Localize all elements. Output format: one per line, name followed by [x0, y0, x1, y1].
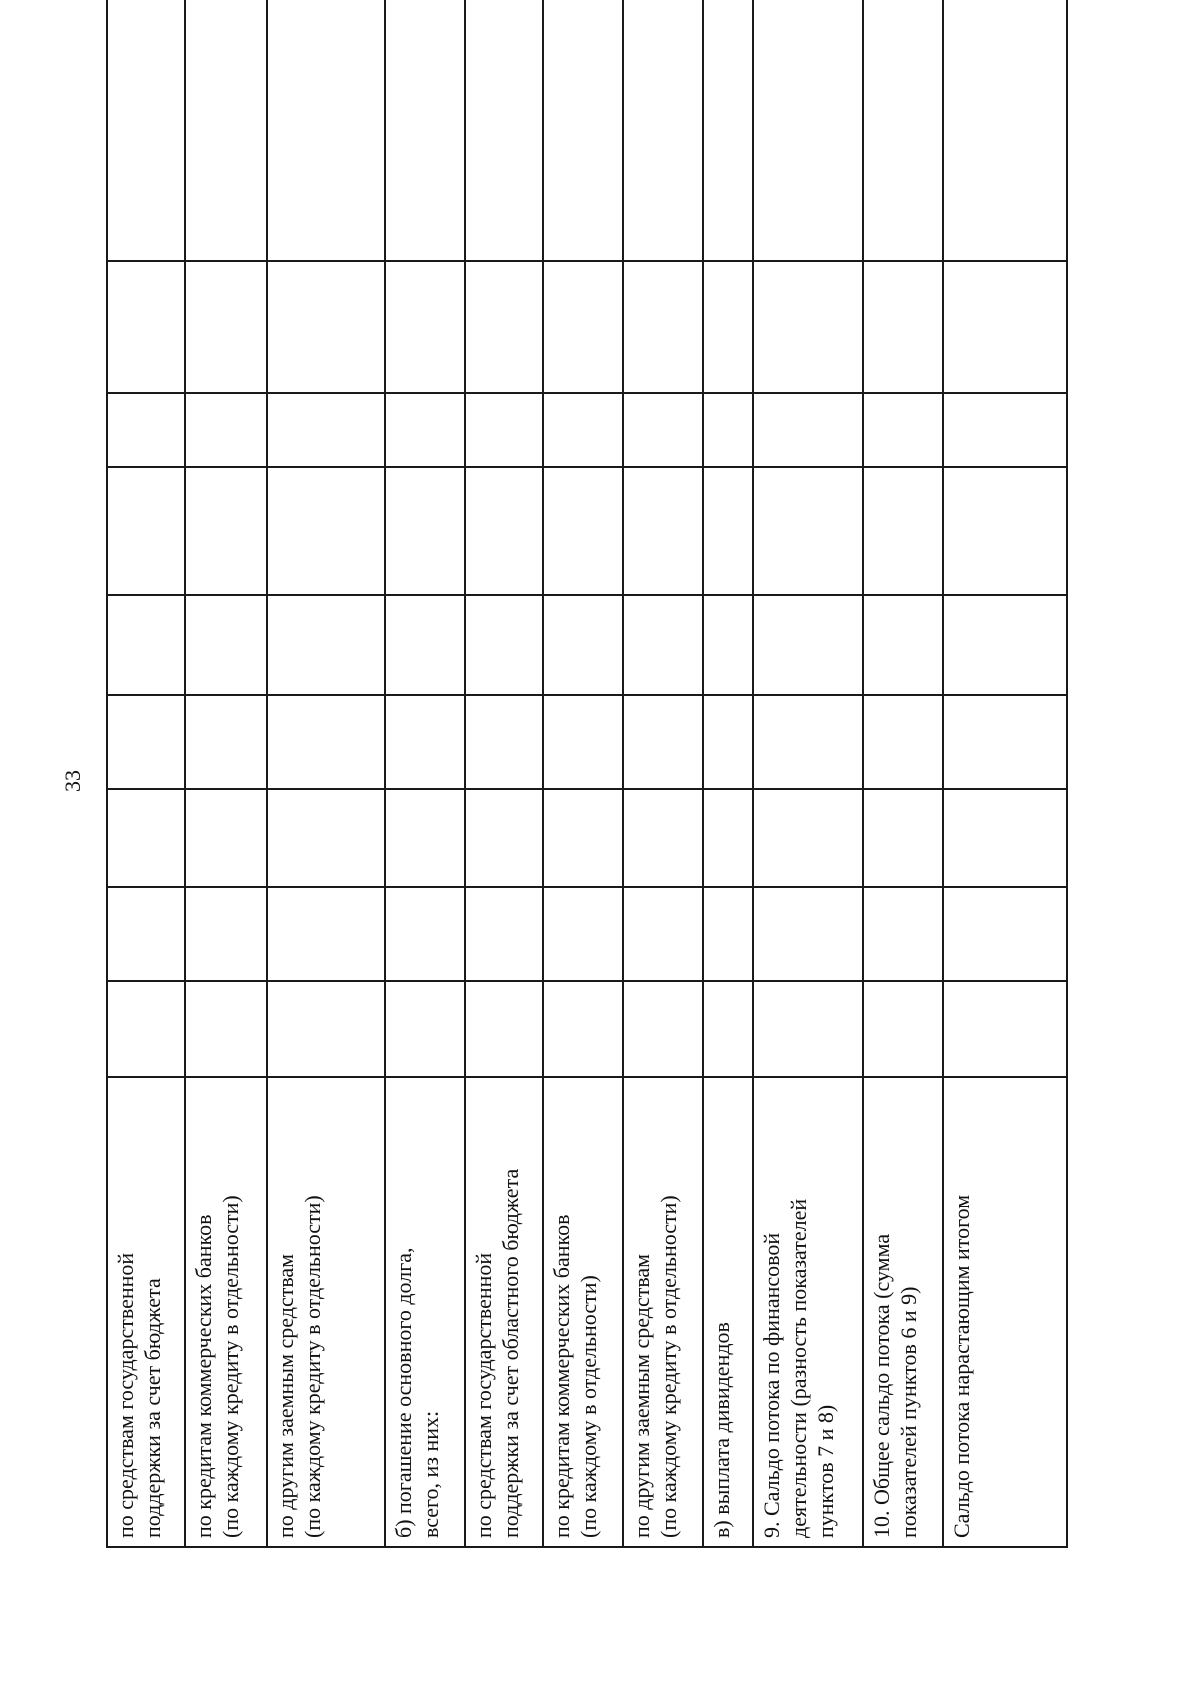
value-cell	[107, 261, 185, 393]
table-row	[623, 0, 703, 1547]
value-cell	[385, 261, 465, 393]
value-cell	[623, 0, 703, 261]
row-label: по другим заемным средствам (по каждому кредиту в отдельности)	[629, 1195, 681, 1538]
row-label-cell	[753, 1077, 863, 1547]
value-cell	[943, 789, 1067, 887]
value-cell	[623, 789, 703, 887]
value-cell	[703, 467, 753, 595]
value-cell	[185, 467, 267, 595]
row-label: 10. Общее сальдо потока (сумма показателей пунктов 6 и 9)	[869, 1233, 921, 1538]
table-row	[107, 0, 185, 1547]
value-cell	[753, 789, 863, 887]
value-cell	[623, 261, 703, 393]
value-cell	[943, 981, 1067, 1077]
table-row	[465, 0, 543, 1547]
value-cell	[753, 695, 863, 789]
value-cell	[943, 467, 1067, 595]
value-cell	[465, 981, 543, 1077]
value-cell	[185, 261, 267, 393]
value-cell	[543, 789, 623, 887]
value-cell	[385, 0, 465, 261]
value-cell	[465, 393, 543, 467]
value-cell	[267, 467, 385, 595]
value-cell	[107, 0, 185, 261]
value-cell	[465, 0, 543, 261]
row-label-cell	[863, 1077, 943, 1547]
value-cell	[107, 393, 185, 467]
row-label: по другим заемным средствам (по каждому кредиту в отдельности)	[273, 1195, 325, 1538]
value-cell	[753, 261, 863, 393]
value-cell	[385, 887, 465, 981]
value-cell	[703, 887, 753, 981]
value-cell	[943, 595, 1067, 695]
table-body	[107, 0, 1067, 1547]
value-cell	[185, 393, 267, 467]
table-row	[267, 0, 385, 1547]
row-label-cell	[267, 1077, 385, 1547]
value-cell	[385, 789, 465, 887]
table-row	[943, 0, 1067, 1547]
value-cell	[543, 887, 623, 981]
value-cell	[543, 595, 623, 695]
value-cell	[753, 0, 863, 261]
value-cell	[107, 595, 185, 695]
value-cell	[623, 695, 703, 789]
row-label-cell	[703, 1077, 753, 1547]
value-cell	[703, 789, 753, 887]
value-cell	[863, 467, 943, 595]
value-cell	[943, 695, 1067, 789]
row-label-cell	[107, 1077, 185, 1547]
value-cell	[703, 595, 753, 695]
table-row	[543, 0, 623, 1547]
value-cell	[267, 789, 385, 887]
table-row	[753, 0, 863, 1547]
value-cell	[267, 981, 385, 1077]
value-cell	[385, 695, 465, 789]
value-cell	[543, 0, 623, 261]
value-cell	[863, 595, 943, 695]
value-cell	[863, 695, 943, 789]
value-cell	[863, 981, 943, 1077]
table-row	[385, 0, 465, 1547]
value-cell	[623, 981, 703, 1077]
table-row	[185, 0, 267, 1547]
value-cell	[943, 393, 1067, 467]
value-cell	[185, 789, 267, 887]
table-wrapper	[106, 48, 1066, 1548]
row-label-cell	[943, 1077, 1067, 1547]
row-label-cell	[623, 1077, 703, 1547]
value-cell	[543, 981, 623, 1077]
value-cell	[465, 789, 543, 887]
table-row	[863, 0, 943, 1547]
row-label-cell	[185, 1077, 267, 1547]
value-cell	[863, 393, 943, 467]
value-cell	[543, 467, 623, 595]
value-cell	[267, 261, 385, 393]
value-cell	[267, 393, 385, 467]
value-cell	[107, 887, 185, 981]
value-cell	[753, 393, 863, 467]
value-cell	[185, 0, 267, 261]
value-cell	[107, 789, 185, 887]
financial-flow-table	[106, 0, 1068, 1548]
value-cell	[703, 261, 753, 393]
value-cell	[943, 0, 1067, 261]
value-cell	[703, 695, 753, 789]
value-cell	[107, 467, 185, 595]
value-cell	[623, 393, 703, 467]
value-cell	[185, 595, 267, 695]
value-cell	[863, 261, 943, 393]
value-cell	[623, 887, 703, 981]
row-label: по средствам государственной поддержки за счет областного бюджета	[471, 1168, 523, 1538]
row-label: по средствам государственной поддержки за счет бюджета	[113, 1252, 165, 1538]
value-cell	[465, 467, 543, 595]
value-cell	[753, 595, 863, 695]
value-cell	[385, 595, 465, 695]
value-cell	[703, 393, 753, 467]
value-cell	[465, 595, 543, 695]
value-cell	[185, 887, 267, 981]
value-cell	[385, 981, 465, 1077]
row-label: в) выплата дивидендов	[709, 1322, 734, 1538]
value-cell	[863, 0, 943, 261]
value-cell	[543, 695, 623, 789]
value-cell	[465, 695, 543, 789]
value-cell	[385, 467, 465, 595]
row-label: по кредитам коммерческих банков (по каждому в отдельности)	[549, 1214, 601, 1538]
value-cell	[267, 695, 385, 789]
value-cell	[753, 887, 863, 981]
page-number: 33	[60, 770, 85, 792]
row-label: 9. Сальдо потока по финансовой деятельности (разность показателей пунктов 7 и 8)	[759, 1198, 838, 1538]
value-cell	[863, 887, 943, 981]
table-row	[703, 0, 753, 1547]
value-cell	[943, 887, 1067, 981]
value-cell	[753, 981, 863, 1077]
row-label: по кредитам коммерческих банков (по каждому кредиту в отдельности)	[191, 1195, 243, 1538]
value-cell	[267, 887, 385, 981]
row-label-cell	[543, 1077, 623, 1547]
value-cell	[623, 467, 703, 595]
value-cell	[267, 0, 385, 261]
value-cell	[863, 789, 943, 887]
value-cell	[267, 595, 385, 695]
value-cell	[107, 695, 185, 789]
value-cell	[107, 981, 185, 1077]
value-cell	[703, 981, 753, 1077]
value-cell	[703, 0, 753, 261]
row-label-cell	[465, 1077, 543, 1547]
value-cell	[543, 261, 623, 393]
value-cell	[623, 595, 703, 695]
row-label-cell	[385, 1077, 465, 1547]
value-cell	[385, 393, 465, 467]
value-cell	[185, 981, 267, 1077]
value-cell	[465, 887, 543, 981]
row-label: б) погашение основного долга, всего, из них:	[391, 1247, 443, 1538]
row-label: Сальдо потока нарастающим итогом	[949, 1194, 974, 1538]
value-cell	[185, 695, 267, 789]
value-cell	[465, 261, 543, 393]
value-cell	[943, 261, 1067, 393]
value-cell	[543, 393, 623, 467]
value-cell	[753, 467, 863, 595]
